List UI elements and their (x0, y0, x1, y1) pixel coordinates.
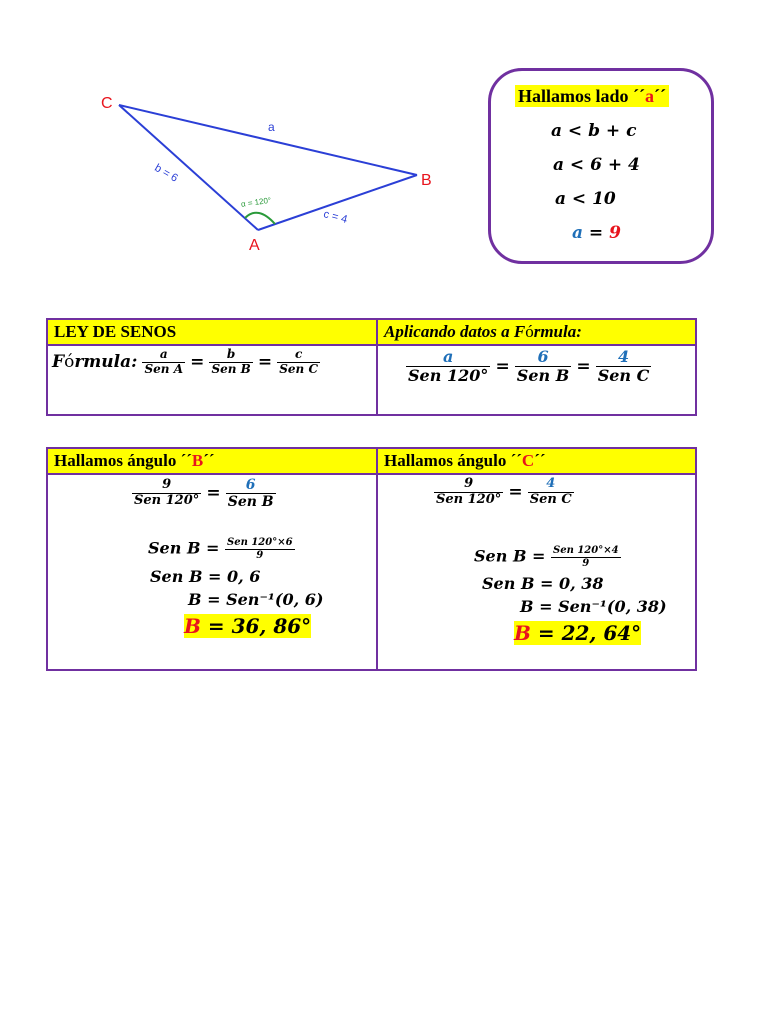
formula-frac-a: $\frac{a}{\text{Sen A}}$ (144, 347, 183, 376)
angle-b-header: Hallamos ángulo ´´B´´ (47, 448, 377, 474)
applied-frac-6: $\frac{6}{\text{Sen B}}$ (516, 347, 570, 386)
angle-c-proportion: $\frac{9}{\text{Sen 120°}}$ = $\frac{4}{\text{Sen C}}$ (436, 476, 572, 507)
angle-b-step3: B = Sen⁻¹(0, 6) (188, 590, 324, 609)
side-c-label: c = 4 (322, 208, 349, 226)
vertex-b-label: B (421, 172, 432, 189)
angle-c-step2: Sen B = 0, 38 (482, 574, 604, 593)
side-box-result: a = 9 (572, 223, 621, 243)
aplicando-header: Aplicando datos a Fórmula: (377, 319, 696, 345)
angle-c-step3: B = Sen⁻¹(0, 38) (520, 597, 667, 616)
formula-frac-c: $\frac{c}{\text{Sen C}}$ (279, 347, 318, 376)
formula-frac-b: $\frac{b}{\text{Sen B}}$ (211, 347, 251, 376)
angle-c-step1: Sen B = $\frac{\text{Sen 120°×4}}{9}$ (474, 545, 619, 569)
angle-c-result: B = 22, 64° (514, 621, 642, 645)
angle-b-cell (47, 474, 377, 670)
applied-frac-4: $\frac{4}{\text{Sen C}}$ (597, 347, 650, 386)
side-a-box (488, 68, 714, 264)
equals-sign: = (190, 351, 205, 372)
angle-a-label: α = 120° (240, 195, 272, 209)
side-box-line1: a < b + c (551, 121, 637, 141)
angles-table (46, 447, 697, 671)
vertex-c-label: C (101, 95, 113, 112)
equals-sign: = (257, 351, 273, 372)
angle-b-proportion: $\frac{9}{\text{Sen 120°}}$ = $\frac{6}{\text{Sen B}}$ (134, 477, 274, 511)
angle-c-cell (377, 474, 696, 670)
ley-senos-table (46, 318, 697, 416)
side-box-line3: a < 10 (555, 189, 616, 209)
formula-cell (47, 345, 377, 415)
applied-formula-cell (377, 345, 696, 415)
side-a-label: a (268, 120, 275, 134)
equals-sign: = (495, 356, 510, 377)
formula-label: Fórmula: (52, 351, 138, 372)
angle-b-step2: Sen B = 0, 6 (150, 567, 261, 586)
triangle-diagram (95, 85, 455, 270)
side-box-line2: a < 6 + 4 (553, 155, 640, 175)
angle-b-step1: Sen B = $\frac{\text{Sen 120°×6}}{9}$ (148, 537, 293, 561)
side-b-line (119, 105, 258, 230)
vertex-a-label: A (249, 237, 260, 254)
side-box-title: Hallamos lado ´´a´´ (515, 85, 669, 107)
ley-senos-header: LEY DE SENOS (47, 319, 377, 345)
side-b-label: b = 6 (152, 161, 180, 185)
angle-c-header: Hallamos ángulo ´´C´´ (377, 448, 696, 474)
angle-b-result: B = 36, 86° (184, 614, 312, 638)
equals-sign: = (576, 356, 591, 377)
applied-frac-a: $\frac{a}{\text{Sen 120°}}$ (408, 347, 489, 386)
